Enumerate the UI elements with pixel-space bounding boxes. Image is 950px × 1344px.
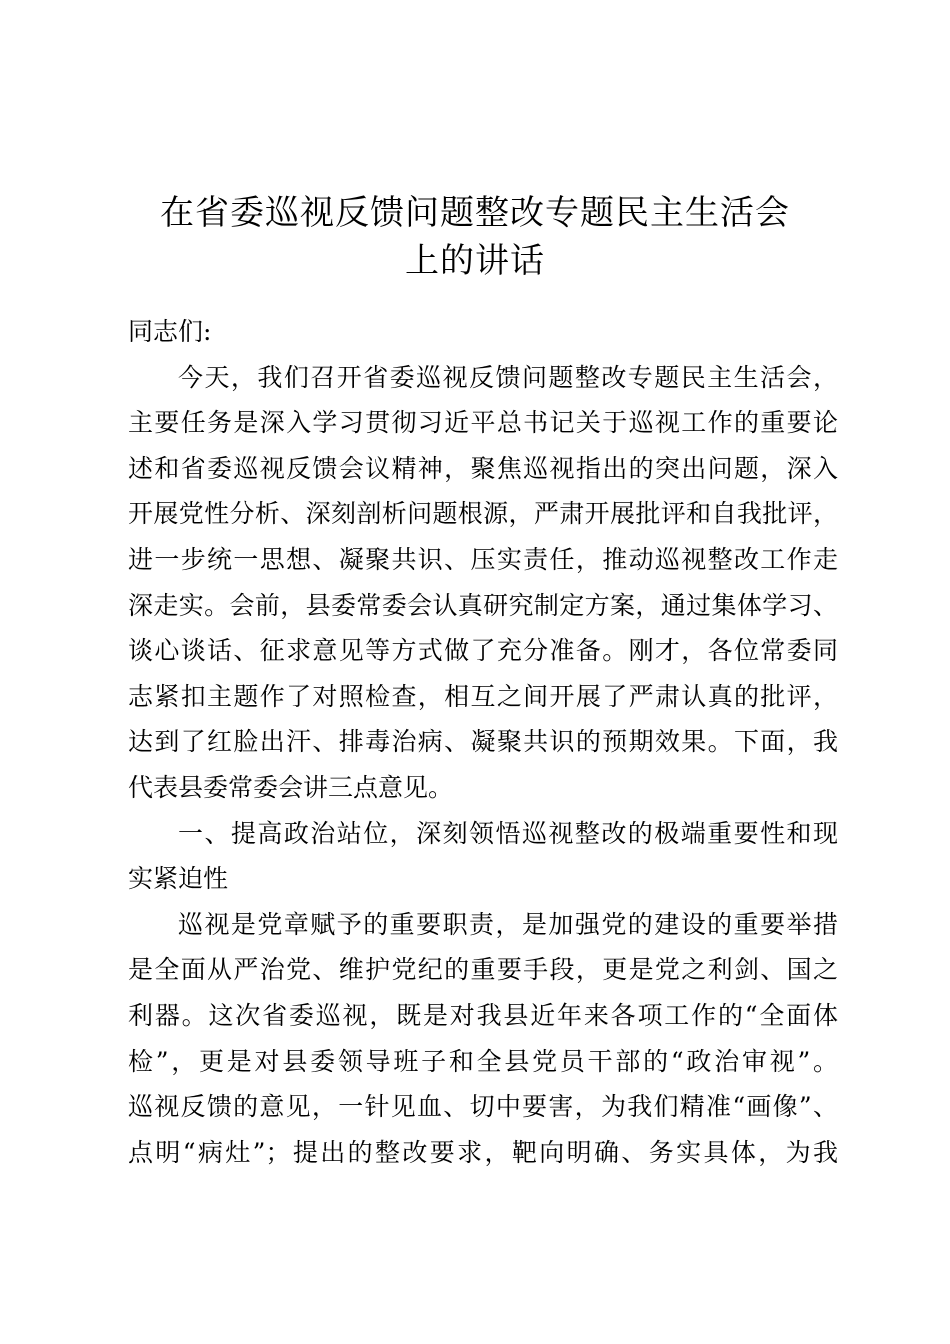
paragraph-line: 利器。这次省委巡视，既是对我县近年来各项工作的“全面体 <box>128 1000 838 1030</box>
paragraph-line: 巡视是党章赋予的重要职责，是加强党的建设的重要举措 <box>178 909 838 939</box>
paragraph-line: 巡视反馈的意见，一针见血、切中要害，为我们精准“画像”、 <box>128 1092 838 1122</box>
salutation: 同志们: <box>128 317 212 346</box>
document-body <box>128 309 838 1175</box>
paragraph-line: 开展党性分析、深刻剖析问题根源，严肃开展批评和自我批评， <box>128 499 838 529</box>
section-heading-line: 一、提高政治站位，深刻领悟巡视整改的极端重要性和现 <box>178 818 838 848</box>
title-line-2: 上的讲话 <box>405 240 545 281</box>
paragraph-line: 主要任务是深入学习贯彻习近平总书记关于巡视工作的重要论 <box>128 408 838 438</box>
paragraph-line: 今天，我们召开省委巡视反馈问题整改专题民主生活会， <box>178 362 838 392</box>
paragraph-line: 志紧扣主题作了对照检查，相互之间开展了严肃认真的批评， <box>128 681 838 711</box>
title-line-1: 在省委巡视反馈问题整改专题民主生活会 <box>160 192 790 233</box>
paragraph-line: 进一步统一思想、凝聚共识、压实责任，推动巡视整改工作走 <box>128 544 838 574</box>
section-heading-line: 实紧迫性 <box>128 864 229 894</box>
paragraph-line: 检”，更是对县委领导班子和全县党员干部的“政治审视”。 <box>128 1046 838 1076</box>
paragraph-line: 是全面从严治党、维护党纪的重要手段，更是党之利剑、国之 <box>128 955 838 985</box>
paragraph-line: 谈心谈话、征求意见等方式做了充分准备。刚才，各位常委同 <box>128 636 838 666</box>
paragraph-line: 代表县委常委会讲三点意见。 <box>128 772 454 802</box>
paragraph-line: 点明“病灶”；提出的整改要求，靶向明确、务实具体，为我 <box>128 1137 838 1167</box>
paragraph-line: 深走实。会前，县委常委会认真研究制定方案，通过集体学习、 <box>128 590 838 620</box>
paragraph-line: 述和省委巡视反馈会议精神，聚焦巡视指出的突出问题，深入 <box>128 453 838 483</box>
paragraph-line: 达到了红脸出汗、排毒治病、凝聚共识的预期效果。下面，我 <box>128 727 838 757</box>
document-title <box>100 189 850 285</box>
